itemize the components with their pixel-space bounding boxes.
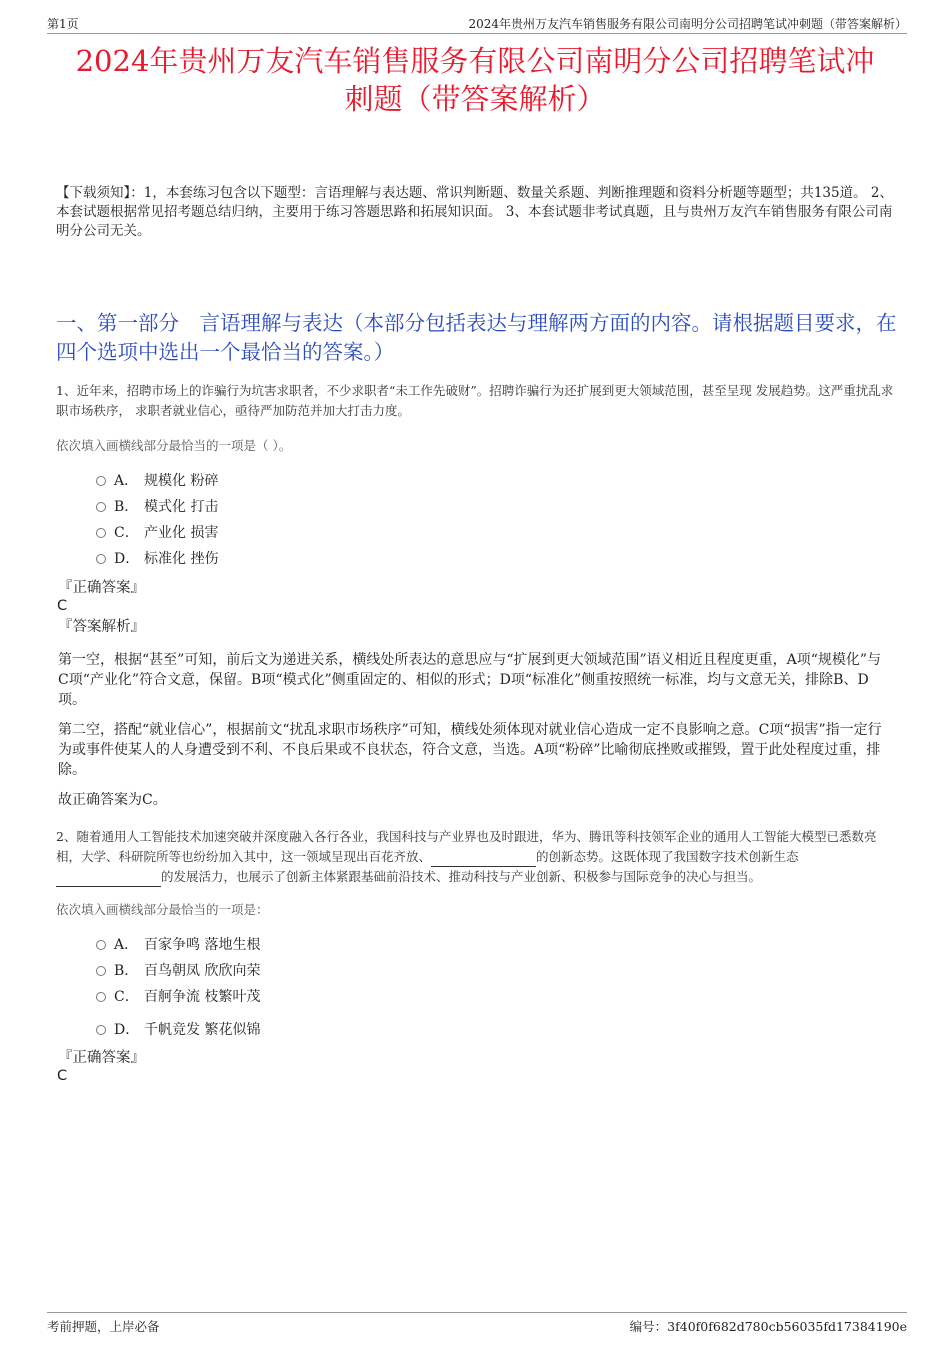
fill-blank-2: [56, 873, 161, 887]
radio-icon[interactable]: [96, 940, 106, 950]
document-code: 编号：3f40f0f682d780cb56035fd17384190e: [629, 1319, 907, 1334]
question-1-text: 1、近年来，招聘市场上的诈骗行为坑害求职者，不少求职者“未工作先破财”。招聘诈骗行为还扩展到更大领域范围，甚至呈现 发展趋势。这严重扰乱求职市场秩序， 求职者就业信心，亟待严加防范并加大打击力度。: [56, 383, 894, 418]
question-1-option-b[interactable]: B． 模式化 打击: [96, 497, 218, 517]
download-notice: 【下载须知】：1，本套练习包含以下题型：言语理解与表达题、常识判断题、数量关系题、判断推理题和资料分析题等题型；共135道。 2、本套试题根据常见招考题总结归纳，主要用于练习答题思路和拓展知识面。 3、本套试题非考试真题，且与贵州万友汽车销售服务有限公司南明分公司无关。: [56, 185, 893, 239]
radio-icon[interactable]: [96, 992, 106, 1002]
radio-icon[interactable]: [96, 528, 106, 538]
question-2-option-a[interactable]: A． 百家争鸣 落地生根: [96, 935, 260, 955]
question-2-answer: C: [57, 1068, 68, 1084]
document-title: [40, 42, 910, 118]
question-2-option-d[interactable]: D． 千帆竞发 繁花似锦: [96, 1020, 260, 1040]
question-1-option-c[interactable]: C． 产业化 损害: [96, 523, 218, 543]
question-1-prompt: 依次填入画横线部分最恰当的一项是（ ）。: [56, 438, 292, 453]
header-doc-title: 2024年贵州万友汽车销售服务有限公司南明分公司招聘笔试冲刺题（带答案解析）: [468, 17, 907, 31]
radio-icon[interactable]: [96, 554, 106, 564]
question-2-option-c[interactable]: C． 百舸争流 枝繁叶茂: [96, 987, 260, 1007]
page-number: 第1页: [47, 17, 79, 31]
question-1-option-d[interactable]: D． 标准化 挫伤: [96, 549, 218, 569]
page-footer: [47, 1312, 907, 1335]
question-1-analysis-label: 『答案解析』: [58, 619, 145, 635]
question-2-text: 2、随着通用人工智能技术加速突破并深度融入各行各业，我国科技与产业界也及时跟进，华为、腾讯等科技领军企业的通用人工智能大模型已悉数亮相，大学、科研院所等也纷纷加入其中，这一领域呈现出百花齐放、 的创新态势。这既体现了我国数字技术创新生态的发展活力，也展示了创新主体紧跟基础前沿技术、推动科技与产业创新、积极参与国际竞争的决心与担当。: [56, 827, 901, 887]
radio-icon[interactable]: [96, 502, 106, 512]
question-1-analysis-para-2: 第二空，搭配“就业信心”，根据前文“扰乱求职市场秩序”可知，横线处须体现对就业信心造成一定不良影响之意。C项“损害”指一定行为或事件使某人的人身遭受到不利、不良后果或不良状态，符合文意，当选。A项“粉碎”比喻彻底挫败或摧毁，置于此处程度过重，排除。: [58, 722, 882, 778]
title-line-2: 刺题（带答案解析）: [344, 82, 606, 116]
section-heading: 一、第一部分 言语理解与表达（本部分包括表达与理解两方面的内容。请根据题目要求，在四个选项中选出一个最恰当的答案。）: [56, 311, 897, 364]
radio-icon[interactable]: [96, 476, 106, 486]
question-2-prompt: 依次填入画横线部分最恰当的一项是：: [56, 902, 269, 917]
radio-icon[interactable]: [96, 1025, 106, 1035]
footer-slogan: 考前押题，上岸必备: [47, 1319, 160, 1334]
fill-blank-1: [431, 853, 536, 867]
question-2-option-b[interactable]: B． 百鸟朝凤 欣欣向荣: [96, 961, 260, 981]
question-1-option-a[interactable]: A． 规模化 粉碎: [96, 471, 218, 491]
question-1-analysis-para-1: 第一空，根据“甚至”可知，前后文为递进关系，横线处所表达的意思应与“扩展到更大领域范围”语义相近且程度更重，A项“规模化”与C项“产业化”符合文意，保留。B项“模式化”侧重固定的、相似的形式；D项“标准化”侧重按照统一标准，均与文意无关，排除B、D项。: [58, 652, 882, 708]
page-header: [47, 13, 907, 34]
title-line-1: 2024年贵州万友汽车销售服务有限公司南明分公司招聘笔试冲: [75, 44, 875, 78]
question-1-answer: C: [57, 598, 68, 614]
question-1-analysis-para-3: 故正确答案为C。: [58, 792, 167, 808]
question-1-answer-label: 『正确答案』: [58, 580, 145, 596]
radio-icon[interactable]: [96, 966, 106, 976]
question-2-answer-label: 『正确答案』: [58, 1050, 145, 1066]
